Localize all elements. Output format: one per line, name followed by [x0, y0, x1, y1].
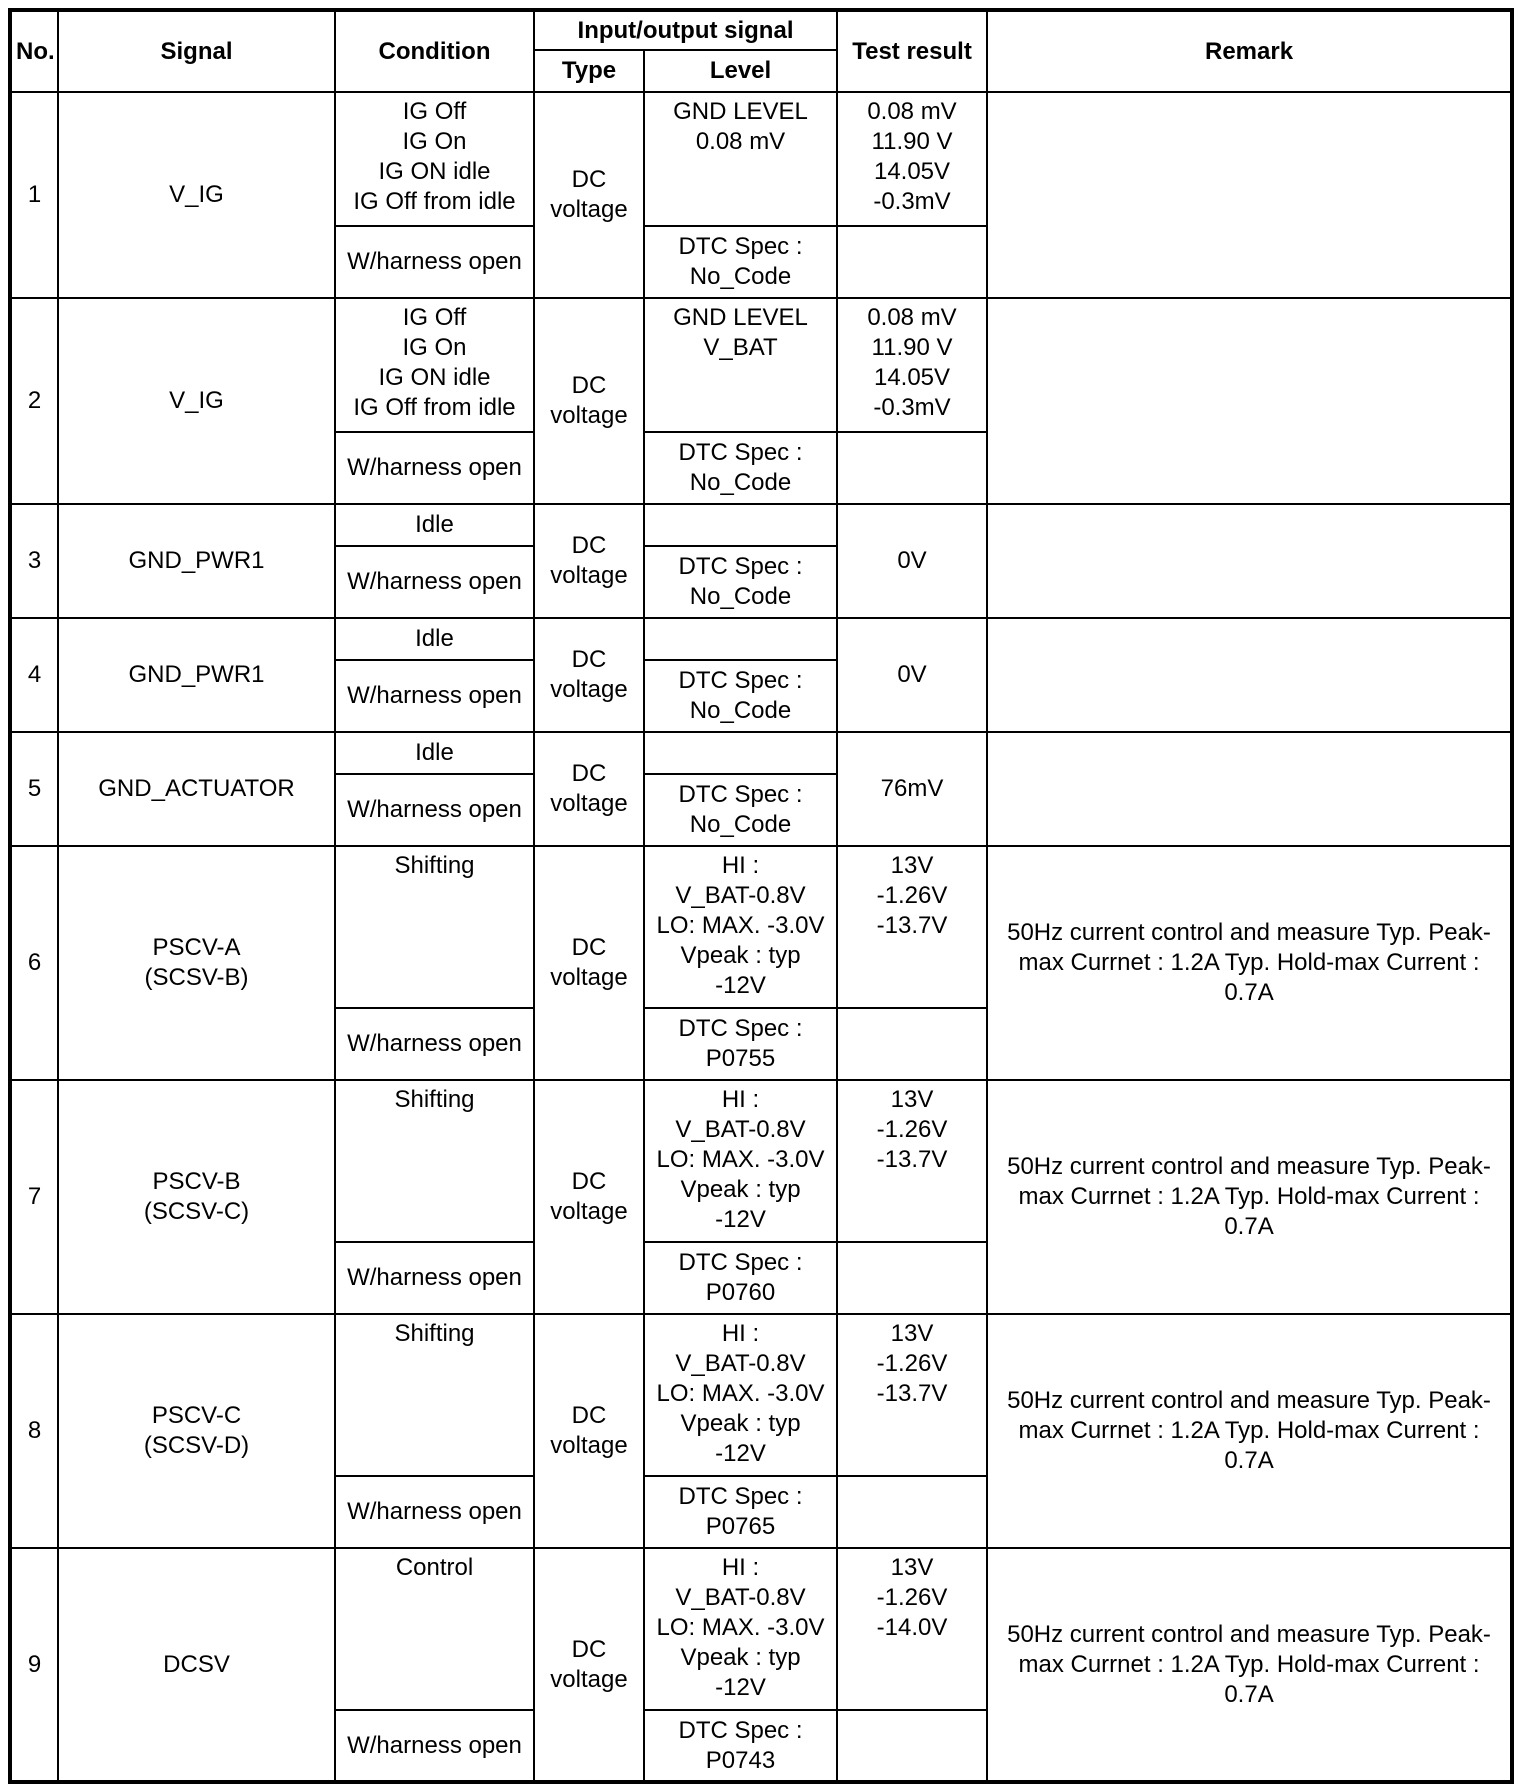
row-no-line: 6: [27, 949, 42, 976]
level-cell-line: No_Code: [689, 583, 792, 610]
row-no: [10, 618, 58, 732]
level-cell: [644, 1242, 837, 1314]
test-result-cell-line: 11.90 V: [871, 128, 953, 155]
condition-cell: [335, 92, 534, 226]
test-result-cell-line: 13V: [890, 1086, 934, 1113]
type-cell-line: DC: [571, 372, 607, 399]
remark-cell: [987, 504, 1512, 618]
table-row: [10, 618, 1512, 660]
row-no: [10, 92, 58, 298]
level-cell-line: Vpeak : typ: [680, 1176, 801, 1203]
level-cell-line: P0755: [705, 1045, 776, 1072]
condition-cell-line: Shifting: [394, 1320, 475, 1347]
level-cell-line: No_Code: [689, 469, 792, 496]
test-result-cell-line: -13.7V: [876, 912, 948, 939]
level-cell: [644, 298, 837, 432]
level-cell: [644, 504, 837, 546]
signal-cell: [58, 504, 335, 618]
condition-cell: [335, 618, 534, 660]
condition-cell-line: W/harness open: [347, 568, 522, 595]
table-row: [10, 298, 1512, 432]
level-cell-line: Vpeak : typ: [680, 1644, 801, 1671]
header-test-result: Test result: [837, 10, 987, 92]
condition-cell: [335, 1314, 534, 1476]
level-cell: [644, 1476, 837, 1548]
level-cell-line: No_Code: [689, 811, 792, 838]
condition-cell-line: IG Off: [402, 304, 467, 331]
condition-cell: [335, 1548, 534, 1710]
level-cell-line: GND LEVEL: [673, 98, 808, 125]
level-cell: [644, 226, 837, 298]
test-result-cell: [837, 298, 987, 432]
level-cell-line: DTC Spec :: [678, 1249, 803, 1276]
level-cell: [644, 1314, 837, 1476]
condition-cell: [335, 1710, 534, 1782]
level-cell-line: HI :: [721, 1320, 760, 1347]
test-result-cell-line: -13.7V: [876, 1146, 948, 1173]
remark-cell: [987, 618, 1512, 732]
level-cell: [644, 1080, 837, 1242]
condition-cell-line: Shifting: [394, 1086, 475, 1113]
row-no: [10, 846, 58, 1080]
type-cell-line: DC: [571, 166, 607, 193]
condition-cell-line: IG On: [402, 128, 467, 155]
condition-cell-line: IG ON idle: [378, 158, 491, 185]
level-cell-line: V_BAT-0.8V: [675, 882, 806, 909]
type-cell: [534, 298, 644, 504]
level-cell-line: LO: MAX. -3.0V: [656, 1146, 825, 1173]
condition-cell-line: IG ON idle: [378, 364, 491, 391]
level-cell: [644, 660, 837, 732]
level-cell: [644, 92, 837, 226]
condition-cell: [335, 504, 534, 546]
test-result-cell-line: 0V: [897, 547, 927, 574]
type-cell-line: voltage: [550, 964, 628, 991]
type-cell: [534, 92, 644, 298]
type-cell-line: voltage: [550, 1665, 628, 1693]
test-result-cell: [837, 226, 987, 298]
condition-cell-line: Idle: [415, 511, 454, 538]
signal-cell-line: PSCV-C: [151, 1402, 242, 1429]
condition-cell-line: W/harness open: [347, 1030, 522, 1057]
type-cell-line: voltage: [550, 790, 628, 817]
level-cell-line: P0765: [705, 1513, 776, 1540]
condition-cell-line: Idle: [415, 739, 454, 766]
table-row: [10, 504, 1512, 546]
condition-cell-line: Idle: [415, 625, 454, 652]
condition-cell-line: IG Off from idle: [353, 394, 516, 421]
condition-cell: [335, 1080, 534, 1242]
level-cell: [644, 1548, 837, 1710]
header-remark: Remark: [987, 10, 1512, 92]
type-cell: [534, 1314, 644, 1548]
level-cell-line: 0.08 mV: [695, 128, 786, 155]
remark-cell-line: 50Hz current control and measure Typ. Peak-max Currnet : 1.2A Typ. Hold-max Current : 0.7A: [1007, 1387, 1491, 1474]
level-cell-line: DTC Spec :: [678, 781, 803, 808]
signal-cell-line: (SCSV-D): [143, 1432, 250, 1459]
test-result-cell: [837, 618, 987, 732]
type-cell: [534, 846, 644, 1080]
condition-cell-line: W/harness open: [347, 1731, 522, 1759]
remark-cell: [987, 1548, 1512, 1782]
row-no-line: 1: [27, 181, 42, 208]
row-no-line: 3: [27, 547, 42, 574]
row-no-line: 7: [27, 1183, 42, 1210]
remark-cell-line: 50Hz current control and measure Typ. Peak-max Currnet : 1.2A Typ. Hold-max Current : 0.7A: [1007, 1620, 1491, 1708]
level-cell-line: -12V: [715, 1674, 766, 1701]
type-cell-line: voltage: [550, 402, 628, 429]
level-cell-line: HI :: [721, 1554, 760, 1581]
test-result-cell: [837, 1242, 987, 1314]
test-result-cell: [837, 732, 987, 846]
condition-cell: [335, 298, 534, 432]
level-cell-line: V_BAT: [703, 334, 778, 361]
condition-cell: [335, 1008, 534, 1080]
row-no: [10, 504, 58, 618]
test-result-cell: [837, 1476, 987, 1548]
level-cell-line: DTC Spec :: [678, 233, 803, 260]
type-cell-line: voltage: [550, 1432, 628, 1459]
signal-cell-line: GND_ACTUATOR: [98, 775, 295, 802]
test-result-cell-line: 14.05V: [873, 158, 951, 185]
row-no: [10, 1080, 58, 1314]
type-cell: [534, 504, 644, 618]
test-result-cell: [837, 1548, 987, 1710]
level-cell-line: -12V: [715, 1206, 766, 1233]
remark-cell: [987, 298, 1512, 504]
test-result-cell-line: 0.08 mV: [867, 98, 957, 125]
level-cell: [644, 846, 837, 1008]
condition-cell-line: IG Off: [402, 98, 467, 125]
type-cell: [534, 618, 644, 732]
test-result-cell-line: 13V: [890, 852, 934, 879]
test-result-cell: [837, 1710, 987, 1782]
type-cell-line: DC: [571, 760, 607, 787]
level-cell-line: DTC Spec :: [678, 667, 803, 694]
spec-table-container: [8, 8, 1510, 1782]
signal-cell: [58, 1314, 335, 1548]
header-condition: Condition: [335, 10, 534, 92]
level-cell-line: LO: MAX. -3.0V: [656, 1614, 825, 1641]
row-no-line: 2: [27, 387, 42, 414]
level-cell-line: V_BAT-0.8V: [675, 1350, 806, 1377]
header-no: No.: [10, 10, 58, 92]
signal-cell-line: GND_PWR1: [128, 661, 265, 688]
signal-cell-line: (SCSV-B): [144, 964, 249, 991]
test-result-cell-line: -0.3mV: [873, 188, 951, 215]
signal-cell: [58, 732, 335, 846]
level-cell: [644, 732, 837, 774]
remark-cell-line: 50Hz current control and measure Typ. Peak-max Currnet : 1.2A Typ. Hold-max Current : 0.7A: [1007, 1153, 1491, 1240]
table-header: [10, 10, 1512, 92]
level-cell-line: LO: MAX. -3.0V: [656, 1380, 825, 1407]
condition-cell-line: W/harness open: [347, 1264, 522, 1291]
table-row: [10, 1548, 1512, 1710]
remark-cell: [987, 92, 1512, 298]
level-cell-line: DTC Spec :: [678, 1483, 803, 1510]
type-cell-line: DC: [571, 1635, 607, 1663]
signal-cell-line: GND_PWR1: [128, 547, 265, 574]
remark-cell: [987, 846, 1512, 1080]
type-cell: [534, 1080, 644, 1314]
level-cell-line: -12V: [715, 1440, 766, 1467]
level-cell-line: DTC Spec :: [678, 553, 803, 580]
test-result-cell: [837, 432, 987, 504]
table-row: [10, 1314, 1512, 1476]
test-result-cell-line: -14.0V: [876, 1614, 948, 1641]
test-result-cell-line: 0.08 mV: [867, 304, 957, 331]
level-cell-line: LO: MAX. -3.0V: [656, 912, 825, 939]
level-cell-line: P0743: [705, 1746, 776, 1774]
row-no-line: 9: [27, 1650, 42, 1678]
test-result-cell-line: 13V: [890, 1320, 934, 1347]
test-result-cell: [837, 92, 987, 226]
table-row: [10, 92, 1512, 226]
signal-cell: [58, 1080, 335, 1314]
level-cell-line: V_BAT-0.8V: [675, 1584, 806, 1611]
condition-cell: [335, 432, 534, 504]
test-result-cell-line: -1.26V: [876, 1350, 948, 1377]
test-result-cell-line: -1.26V: [876, 1116, 948, 1143]
condition-cell-line: W/harness open: [347, 248, 522, 275]
condition-cell: [335, 660, 534, 732]
remark-cell: [987, 1314, 1512, 1548]
header-io-signal: Input/output signal: [534, 10, 837, 50]
row-no-line: 8: [27, 1417, 42, 1444]
condition-cell: [335, 226, 534, 298]
signal-cell: [58, 298, 335, 504]
condition-cell: [335, 1476, 534, 1548]
header-level: Level: [644, 50, 837, 92]
test-result-cell: [837, 1008, 987, 1080]
condition-cell: [335, 546, 534, 618]
level-cell-line: -12V: [715, 972, 766, 999]
test-result-cell-line: 14.05V: [873, 364, 951, 391]
level-cell-line: No_Code: [689, 263, 792, 290]
row-no: [10, 1548, 58, 1782]
level-cell-line: No_Code: [689, 697, 792, 724]
signal-spec-table: [8, 8, 1514, 1784]
condition-cell: [335, 846, 534, 1008]
signal-cell-line: PSCV-B: [152, 1168, 241, 1195]
type-cell: [534, 732, 644, 846]
level-cell-line: HI :: [721, 852, 760, 879]
test-result-cell: [837, 1080, 987, 1242]
level-cell: [644, 618, 837, 660]
table-row: [10, 846, 1512, 1008]
condition-cell-line: Control: [395, 1554, 474, 1581]
level-cell-line: DTC Spec :: [678, 1716, 803, 1744]
row-no-line: 5: [27, 775, 42, 802]
header-signal: Signal: [58, 10, 335, 92]
signal-cell-line: PSCV-A: [152, 934, 241, 961]
level-cell-line: HI :: [721, 1086, 760, 1113]
level-cell-line: V_BAT-0.8V: [675, 1116, 806, 1143]
signal-cell: [58, 1548, 335, 1782]
header-type: Type: [534, 50, 644, 92]
condition-cell: [335, 732, 534, 774]
condition-cell: [335, 1242, 534, 1314]
type-cell-line: DC: [571, 532, 607, 559]
remark-cell: [987, 1080, 1512, 1314]
test-result-cell-line: -1.26V: [876, 1584, 948, 1611]
signal-cell-line: V_IG: [169, 387, 224, 414]
level-cell-line: DTC Spec :: [678, 1015, 803, 1042]
level-cell-line: Vpeak : typ: [680, 1410, 801, 1437]
level-cell-line: Vpeak : typ: [680, 942, 801, 969]
level-cell-line: GND LEVEL: [673, 304, 808, 331]
level-cell: [644, 774, 837, 846]
test-result-cell-line: 76mV: [880, 775, 944, 802]
condition-cell-line: IG Off from idle: [353, 188, 516, 215]
type-cell: [534, 1548, 644, 1782]
condition-cell-line: W/harness open: [347, 1498, 522, 1525]
test-result-cell-line: 0V: [897, 661, 927, 688]
signal-cell-line: DCSV: [163, 1650, 230, 1678]
condition-cell-line: W/harness open: [347, 454, 522, 481]
level-cell-line: P0760: [705, 1279, 776, 1306]
type-cell-line: voltage: [550, 676, 628, 703]
type-cell-line: voltage: [550, 1198, 628, 1225]
condition-cell-line: W/harness open: [347, 682, 522, 709]
type-cell-line: DC: [571, 1168, 607, 1195]
test-result-cell: [837, 504, 987, 618]
condition-cell: [335, 774, 534, 846]
test-result-cell-line: -0.3mV: [873, 394, 951, 421]
level-cell: [644, 546, 837, 618]
condition-cell-line: W/harness open: [347, 796, 522, 823]
signal-cell: [58, 92, 335, 298]
row-no: [10, 732, 58, 846]
test-result-cell: [837, 1314, 987, 1476]
table-body: [10, 92, 1512, 1782]
signal-cell-line: V_IG: [169, 181, 224, 208]
test-result-cell-line: -1.26V: [876, 882, 948, 909]
test-result-cell: [837, 846, 987, 1008]
type-cell-line: DC: [571, 934, 607, 961]
table-row: [10, 732, 1512, 774]
row-no-line: 4: [27, 661, 42, 688]
row-no: [10, 298, 58, 504]
signal-cell: [58, 618, 335, 732]
level-cell: [644, 1710, 837, 1782]
type-cell-line: voltage: [550, 196, 628, 223]
test-result-cell-line: 11.90 V: [871, 334, 953, 361]
type-cell-line: voltage: [550, 562, 628, 589]
test-result-cell-line: 13V: [890, 1554, 934, 1581]
type-cell-line: DC: [571, 646, 607, 673]
level-cell: [644, 1008, 837, 1080]
level-cell-line: DTC Spec :: [678, 439, 803, 466]
condition-cell-line: Shifting: [394, 852, 475, 879]
signal-cell: [58, 846, 335, 1080]
row-no: [10, 1314, 58, 1548]
remark-cell-line: 50Hz current control and measure Typ. Peak-max Currnet : 1.2A Typ. Hold-max Current : 0.7A: [1007, 919, 1491, 1006]
table-row: [10, 1080, 1512, 1242]
level-cell: [644, 432, 837, 504]
condition-cell-line: IG On: [402, 334, 467, 361]
remark-cell: [987, 732, 1512, 846]
test-result-cell-line: -13.7V: [876, 1380, 948, 1407]
signal-cell-line: (SCSV-C): [143, 1198, 250, 1225]
type-cell-line: DC: [571, 1402, 607, 1429]
